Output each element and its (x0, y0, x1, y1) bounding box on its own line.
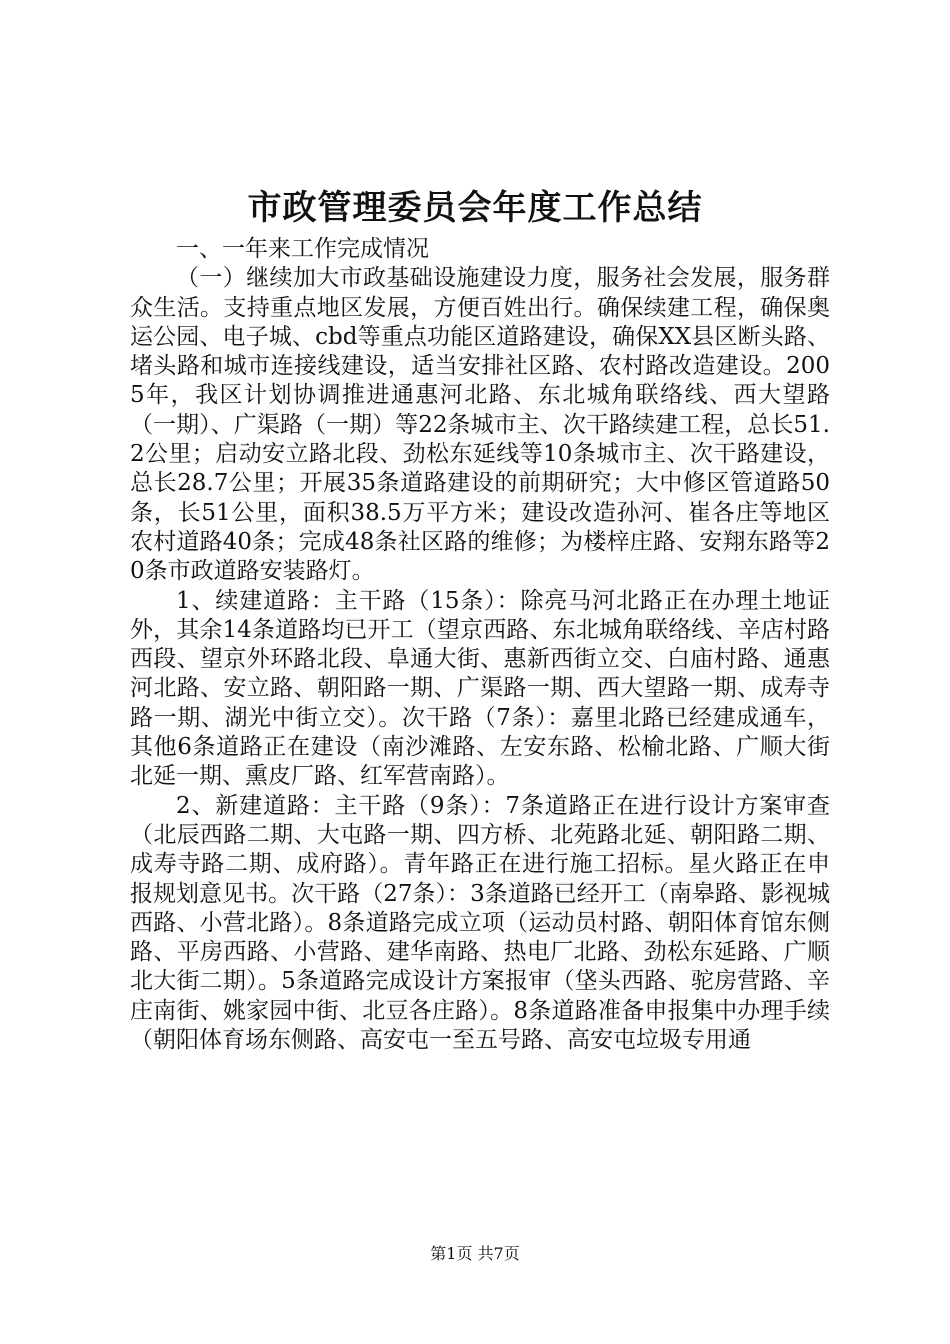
document-title: 市政管理委员会年度工作总结 (247, 188, 703, 228)
paragraph-continued-roads: 1、续建道路：主干路（15条）：除亮马河北路正在办理土地证外，其余14条道路均已开工（望京西路、东北城角联络线、辛店村路西段、望京外环路北段、阜通大街、惠新西街立交、白庙村路、通惠河北路、安立路、朝阳路一期、广渠路一期、西大望路一期、成寿寺路一期、湖光中街立交）。次干路（7条）：嘉里北路已经建成通车，其他6条道路正在建设（南沙滩路、左安东路、松榆北路、广顺大街北延一期、熏皮厂路、红军营南路）。 (130, 587, 830, 790)
section-heading: 一、一年来工作完成情况 (176, 236, 429, 262)
page-footer: 第1页 共7页 (430, 1244, 520, 1263)
paragraph-new-roads: 2、新建道路：主干路（9条）：7条道路正在进行设计方案审查（北辰西路二期、大屯路一期、四方桥、北苑路北延、朝阳路二期、成寿寺路二期、成府路）。青年路正在进行施工招标。星火路正在申报规划意见书。次干路（27条）：3条道路已经开工（南皋路、影视城西路、小营北路）。8条道路完成立项（运动员村路、朝阳体育馆东侧路、平房西路、小营路、建华南路、热电厂北路、劲松东延路、广顺北大街二期）。5条道路完成设计方案报审（垡头西路、驼房营路、辛庄南街、姚家园中街、北豆各庄路）。8条道路准备申报集中办理手续（朝阳体育场东侧路、高安屯一至五号路、高安屯垃圾专用通 (130, 792, 830, 1054)
document-body (130, 235, 830, 1055)
paragraph-overview: （一）继续加大市政基础设施建设力度，服务社会发展，服务群众生活。支持重点地区发展，方便百姓出行。确保续建工程，确保奥运公园、电子城、cbd等重点功能区道路建设，确保XX县区断头路、堵头路和城市连接线建设，适当安排社区路、农村路改造建设。2005年，我区计划协调推进通惠河北路、东北城角联络线、西大望路（一期）、广渠路（一期）等22条城市主、次干路续建工程，总长51.2公里；启动安立路北段、劲松东延线等10条城市主、次干路建设，总长28.7公里；开展35条道路建设的前期研究；大中修区管道路50条，长51公里，面积38.5万平方米；建设改造孙河、崔各庄等地区农村道路40条；完成48条社区路的维修；为楼梓庄路、安翔东路等20条市政道路安装路灯。 (130, 265, 830, 585)
